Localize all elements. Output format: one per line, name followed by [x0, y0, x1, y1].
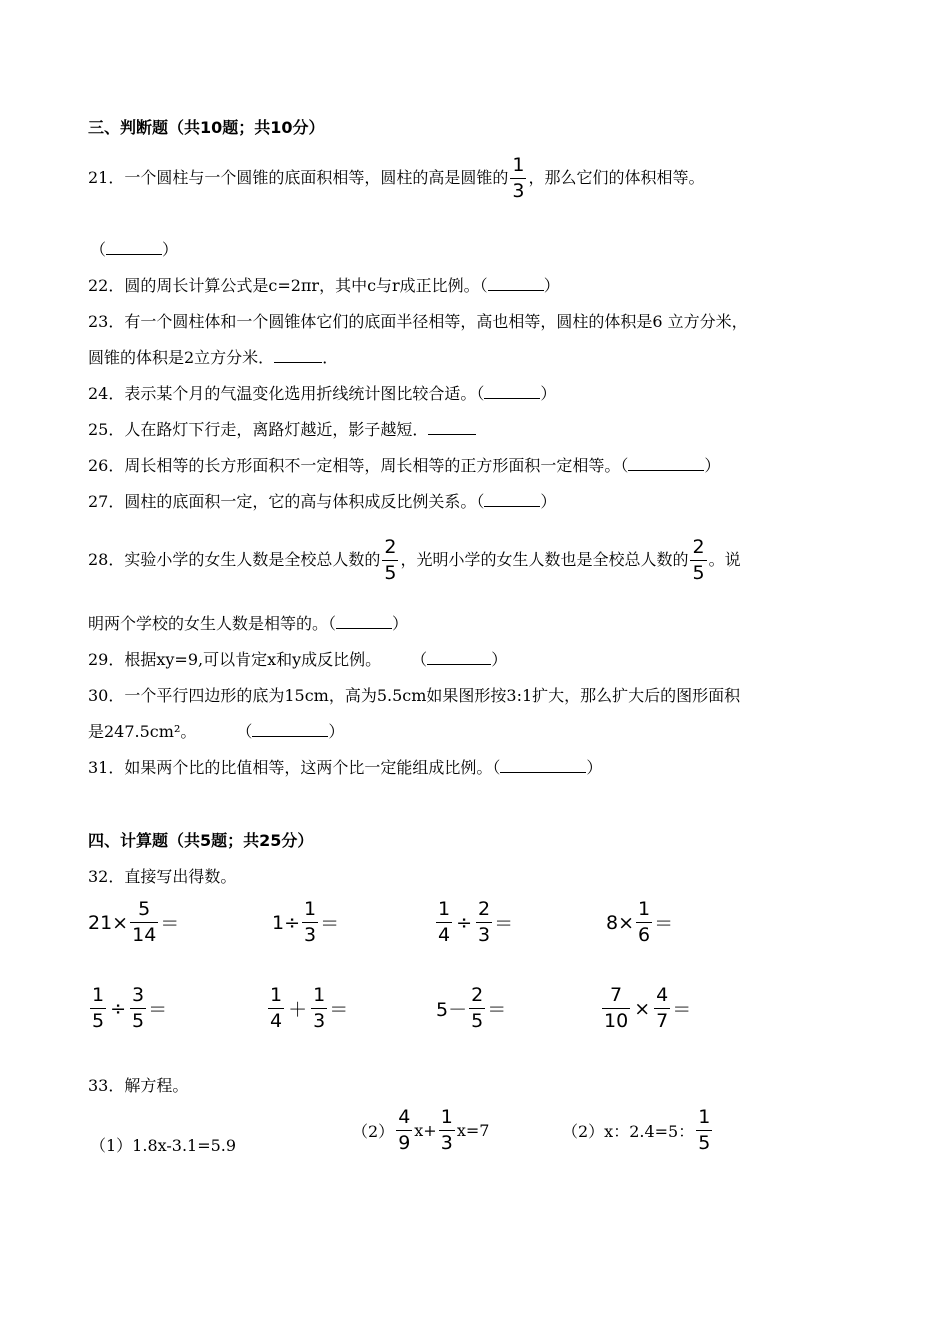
expr-numerator: 1: [270, 984, 283, 1006]
expr-denominator: 4: [438, 924, 451, 946]
expr-denominator: 3: [304, 924, 317, 946]
q21-text-b: ，那么它们的体积相等。: [528, 168, 705, 187]
q27-text: 27．圆柱的底面积一定，它的高与体积成反比例关系。（: [88, 492, 485, 511]
q32-expr-5: [88, 986, 167, 1031]
q21-paren-open: （: [90, 240, 107, 259]
expr-equals: ＝: [320, 913, 340, 935]
q32-expr-6: [266, 986, 348, 1031]
q22-paren-close: ）: [543, 276, 560, 295]
expr-numerator: 5: [138, 898, 151, 920]
question-29: [88, 650, 507, 670]
eq2-numerator-1: 4: [398, 1106, 411, 1128]
expr-denominator: 3: [478, 924, 491, 946]
q31-paren-close: ）: [586, 758, 603, 777]
question-33-title: 33．解方程。: [88, 1076, 189, 1095]
q30-paren-open: （: [236, 722, 253, 741]
question-30-line-1: 30．一个平行四边形的底为15cm，高为5.5cm如果图形按3:1扩大，那么扩大后的图形面积: [88, 686, 741, 705]
eq2-suffix: x=7: [456, 1121, 490, 1140]
q28-fraction-2: [690, 535, 706, 584]
expr-numerator: 1: [304, 898, 317, 920]
q28-paren-close: ）: [392, 614, 409, 633]
question-26: [88, 456, 720, 476]
expr-denominator: 3: [313, 1010, 326, 1032]
question-25: [88, 420, 476, 440]
q22-text: 22．圆的周长计算公式是c=2πr，其中c与r成正比例。（: [88, 276, 488, 295]
expr-fraction-1: [90, 986, 106, 1031]
q21-denominator: 3: [512, 179, 525, 202]
question-27: [88, 492, 556, 512]
expr-fraction: [130, 900, 158, 945]
question-21: [88, 148, 704, 208]
eq2-fraction-1: [396, 1108, 412, 1153]
expr-equals: ＝: [672, 999, 692, 1021]
q29-paren-close: ）: [491, 650, 508, 669]
expr-fraction-2: [654, 986, 670, 1031]
expr-denominator: 10: [604, 1010, 629, 1032]
expr-operator: ÷: [110, 997, 127, 1020]
expr-fraction-1: [268, 986, 284, 1031]
expr-denominator: 4: [270, 1010, 283, 1032]
eq3-numerator: 1: [698, 1106, 711, 1128]
expr-fraction-2: [311, 986, 327, 1031]
expr-numerator: 7: [610, 984, 623, 1006]
section-4-heading: 四、计算题（共5题；共25分）: [88, 831, 314, 850]
eq2-denominator-1: 9: [398, 1132, 411, 1154]
q29-paren-open: （: [411, 650, 428, 669]
eq3-fraction: [696, 1108, 712, 1153]
q29-text: 29．根据xy=9,可以肯定x和y成反比例。: [88, 650, 382, 669]
q29-answer-blank[interactable]: [427, 650, 491, 665]
eq2-denominator-2: 3: [440, 1132, 453, 1154]
q23-end: ．: [322, 348, 339, 367]
expr-denominator: 7: [656, 1010, 669, 1032]
q28-denominator-1: 5: [384, 561, 397, 584]
expr-operator: ÷: [456, 911, 473, 934]
expr-fraction: [469, 986, 485, 1031]
q28-text-line2: 明两个学校的女生人数是相等的。（: [88, 614, 337, 633]
q28-numerator-2: 2: [692, 535, 705, 558]
expr-numerator: 1: [438, 898, 451, 920]
q21-answer: [90, 240, 178, 260]
eq2-prefix: （2）: [352, 1122, 395, 1141]
q24-answer-blank[interactable]: [484, 384, 540, 399]
q32-expr-7: [436, 986, 506, 1031]
q33-equation-1: （1）1.8x-3.1=5.9: [90, 1136, 237, 1155]
q21-paren-close: ）: [162, 240, 179, 259]
q31-text: 31．如果两个比的比值相等，这两个比一定能组成比例。（: [88, 758, 501, 777]
q32-expr-1: [88, 900, 179, 945]
expr-equals: ＝: [654, 913, 674, 935]
expr-denominator: 5: [132, 1010, 145, 1032]
question-28-line-2: [88, 614, 408, 634]
expr-equals: ＝: [160, 913, 180, 935]
q28-answer-blank[interactable]: [336, 614, 392, 629]
q26-paren-close: ）: [704, 456, 721, 475]
q30-answer-blank[interactable]: [252, 722, 328, 737]
q28-text-a: 28．实验小学的女生人数是全校总人数的: [88, 550, 381, 569]
q28-text-c: 。说: [708, 550, 741, 569]
question-24: [88, 384, 556, 404]
q27-answer-blank[interactable]: [484, 492, 540, 507]
q32-expr-2: [272, 900, 339, 945]
q25-answer-blank[interactable]: [428, 420, 476, 435]
q21-numerator: 1: [512, 153, 525, 176]
expr-denominator: 14: [132, 924, 157, 946]
expr-denominator: 6: [638, 924, 651, 946]
expr-prefix: 21×: [88, 911, 129, 934]
q32-expr-8: [600, 986, 691, 1031]
question-22: [88, 276, 560, 296]
question-30-line-2: [88, 722, 344, 742]
eq2-fraction-2: [439, 1108, 455, 1153]
q28-fraction-1: [382, 535, 398, 584]
q22-answer-blank[interactable]: [488, 276, 544, 291]
q28-denominator-2: 5: [692, 561, 705, 584]
expr-fraction-2: [130, 986, 146, 1031]
q30-paren-close: ）: [328, 722, 345, 741]
q32-expr-3: [434, 900, 513, 945]
question-32-title: 32．直接写出得数。: [88, 867, 237, 886]
expr-numerator: 1: [92, 984, 105, 1006]
expr-prefix: 1÷: [272, 911, 301, 934]
question-23-line-1: 23．有一个圆柱体和一个圆锥体它们的底面半径相等，高也相等，圆柱的体积是6 立方分米，: [88, 312, 748, 331]
eq3-prefix: （2）x：2.4=5：: [562, 1122, 695, 1141]
expr-equals: ＝: [329, 999, 349, 1021]
expr-numerator: 1: [638, 898, 651, 920]
expr-fraction-1: [436, 900, 452, 945]
q21-answer-blank[interactable]: [106, 240, 162, 255]
q30-text-line2: 是247.5cm²。: [88, 722, 197, 741]
q26-answer-blank[interactable]: [628, 456, 704, 471]
expr-denominator: 5: [92, 1010, 105, 1032]
expr-numerator: 2: [471, 984, 484, 1006]
expr-operator: ＋: [288, 999, 308, 1021]
eq3-denominator: 5: [698, 1132, 711, 1154]
q31-answer-blank[interactable]: [500, 758, 586, 773]
q23-answer-blank[interactable]: [274, 348, 322, 363]
expr-numerator: 2: [478, 898, 491, 920]
expr-numerator: 3: [132, 984, 145, 1006]
eq2-mid: x+: [414, 1121, 437, 1140]
question-23-line-2: [88, 348, 338, 368]
question-28-line-1: [88, 528, 741, 592]
q26-text: 26．周长相等的长方形面积不一定相等，周长相等的正方形面积一定相等。（: [88, 456, 629, 475]
expr-operator: ×: [634, 997, 651, 1020]
q21-fraction: [510, 153, 526, 202]
q24-paren-close: ）: [540, 384, 557, 403]
eq2-numerator-2: 1: [440, 1106, 453, 1128]
expr-prefix: 5－: [436, 999, 468, 1021]
expr-prefix: 8×: [606, 911, 635, 934]
q33-equation-2: [352, 1108, 489, 1153]
q24-text: 24．表示某个月的气温变化选用折线统计图比较合适。（: [88, 384, 485, 403]
q28-text-b: ，光明小学的女生人数也是全校总人数的: [400, 550, 689, 569]
q28-numerator-1: 2: [384, 535, 397, 558]
expr-equals: ＝: [494, 913, 514, 935]
q33-equation-3: [562, 1108, 714, 1153]
q25-text: 25．人在路灯下行走，离路灯越近，影子越短．: [88, 420, 429, 439]
expr-denominator: 5: [471, 1010, 484, 1032]
expr-numerator: 1: [313, 984, 326, 1006]
expr-fraction: [636, 900, 652, 945]
question-31: [88, 758, 602, 778]
expr-numerator: 4: [656, 984, 669, 1006]
expr-equals: ＝: [148, 999, 168, 1021]
q23-text: 圆锥的体积是2立方分米．: [88, 348, 275, 367]
expr-fraction: [302, 900, 318, 945]
expr-equals: ＝: [487, 999, 507, 1021]
expr-fraction-1: [602, 986, 630, 1031]
q27-paren-close: ）: [540, 492, 557, 511]
section-3-heading: 三、判断题（共10题；共10分）: [88, 118, 325, 137]
q32-expr-4: [606, 900, 673, 945]
expr-fraction-2: [476, 900, 492, 945]
q21-text-a: 21．一个圆柱与一个圆锥的底面积相等，圆柱的高是圆锥的: [88, 168, 509, 187]
